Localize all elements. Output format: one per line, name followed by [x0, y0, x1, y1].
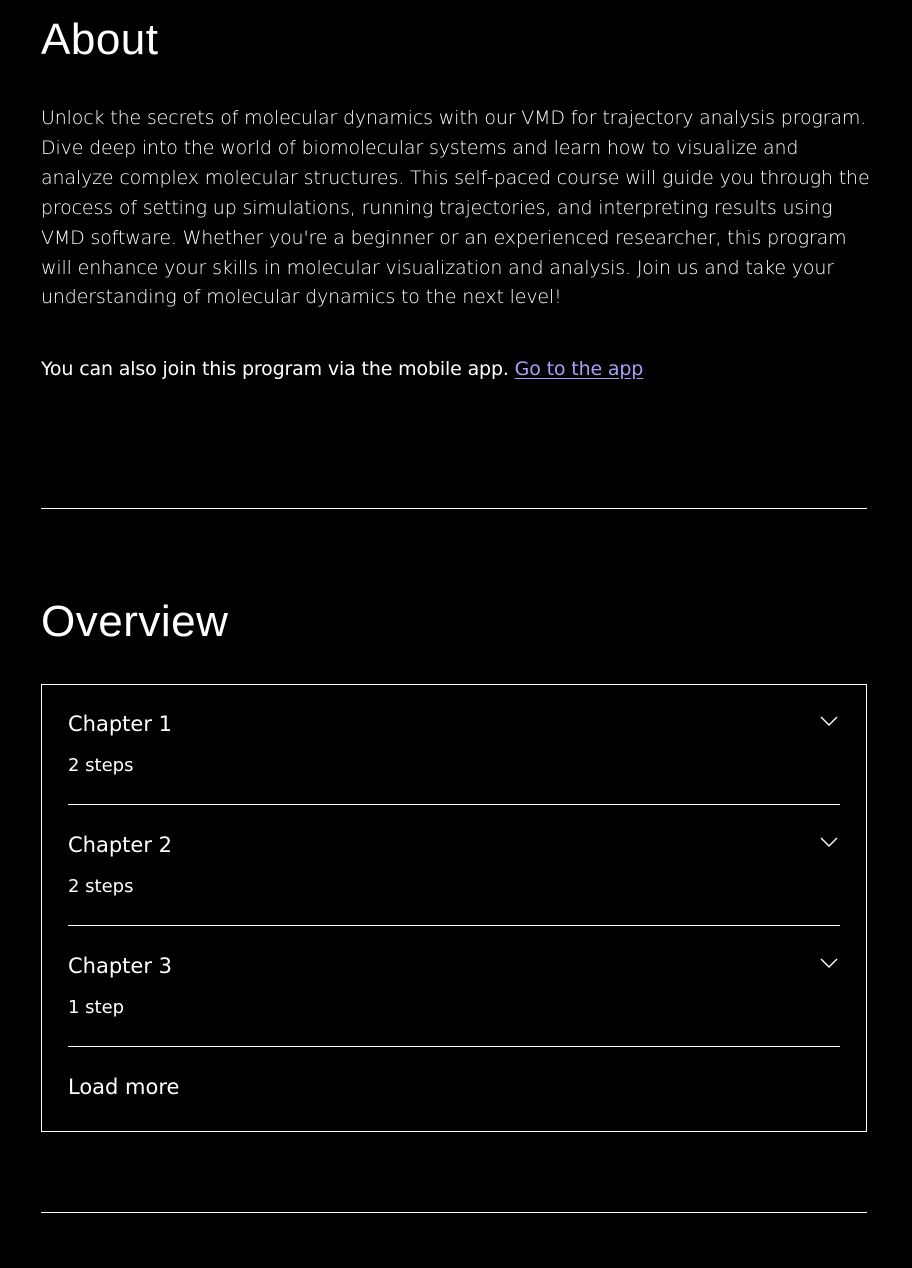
chapter-title: Chapter 3	[68, 954, 172, 978]
chapter-item-2[interactable]	[68, 806, 840, 926]
chapters-list	[41, 684, 867, 1132]
chapter-steps-count: 1 step	[68, 997, 125, 1018]
chapter-steps-count: 2 steps	[68, 876, 134, 897]
section-divider	[41, 508, 867, 509]
overview-title: Overview	[41, 597, 229, 646]
mobile-app-line	[41, 355, 643, 385]
go-to-app-link[interactable]: Go to the app	[514, 358, 644, 380]
chapter-item-3[interactable]	[68, 927, 840, 1047]
chapter-divider	[68, 804, 840, 805]
chapter-divider	[68, 1046, 840, 1047]
chapter-title: Chapter 2	[68, 833, 172, 857]
chapter-divider	[68, 925, 840, 926]
chevron-down-icon[interactable]	[820, 957, 838, 969]
load-more-button[interactable]: Load more	[68, 1075, 180, 1099]
about-title: About	[41, 15, 159, 64]
section-divider	[41, 1212, 867, 1213]
chapter-steps-count: 2 steps	[68, 755, 134, 776]
mobile-app-text: You can also join this program via the mobile app.	[41, 358, 509, 380]
chevron-down-icon[interactable]	[820, 715, 838, 727]
chapter-title: Chapter 1	[68, 712, 172, 736]
about-description: Unlock the secrets of molecular dynamics with our VMD for trajectory analysis program. Dive deep into the world of biomolecular systems and learn how to visualize and analyze complex molecular structures. This self-paced course will guide you through the process of setting up simulations, running trajectories, and interpreting results using VMD software. Whether you're a beginner or an experienced researcher, this program will enhance your skills in molecular visualization and analysis. Join us and take your understanding of molecular dynamics to the next level!	[41, 107, 870, 309]
chapter-item-1[interactable]	[68, 685, 840, 805]
chevron-down-icon[interactable]	[820, 836, 838, 848]
